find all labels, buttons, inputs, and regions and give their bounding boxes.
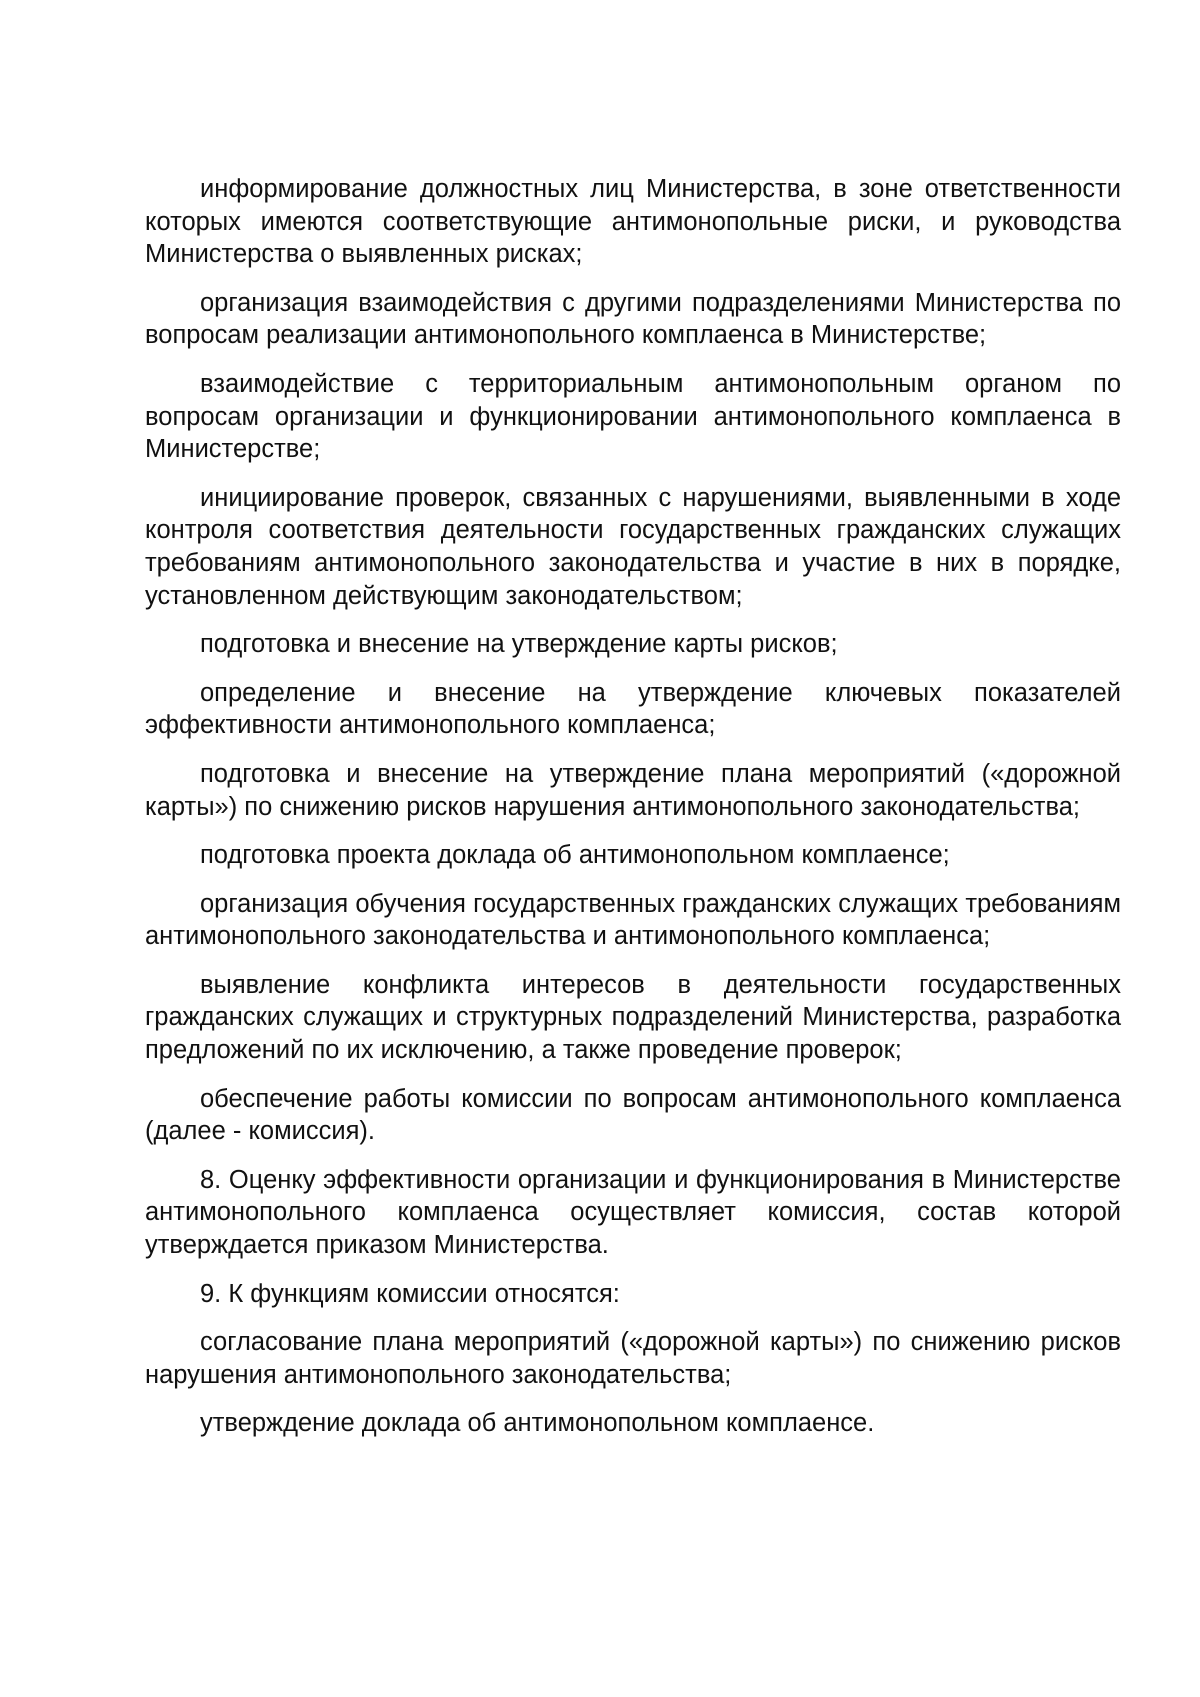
numbered-paragraph: 8. Оценку эффективности организации и функционирования в Министерстве антимонопольного комплаенса осуществляет комиссия, состав которой утверждается приказом Министерства. [145, 1165, 1121, 1260]
paragraph: подготовка проекта доклада об антимонопольном комплаенсе; [200, 841, 950, 870]
paragraph: инициирование проверок, связанных с нарушениями, выявленными в ходе контроля соответствия деятельности государственных гражданских служащих требованиям антимонопольного законодательства и участие в них в порядке, установленном действующим законодательством; [145, 483, 1121, 610]
paragraph: информирование должностных лиц Министерства, в зоне ответственности которых имеются соответствующие антимонопольные риски, и руководства Министерства о выявленных рисках; [145, 175, 1121, 269]
paragraph: подготовка и внесение на утверждение плана мероприятий («дорожной карты») по снижению рисков нарушения антимонопольного законодательства; [145, 759, 1121, 821]
document-body [145, 173, 1121, 1456]
paragraph: согласование плана мероприятий («дорожной карты») по снижению рисков нарушения антимонопольного законодательства; [145, 1328, 1121, 1389]
paragraph: организация взаимодействия с другими подразделениями Министерства по вопросам реализации антимонопольного комплаенса в Министерстве; [145, 288, 1121, 350]
numbered-paragraph: 9. К функциям комиссии относятся: [200, 1279, 620, 1308]
paragraph: обеспечение работы комиссии по вопросам антимонопольного комплаенса (далее - комиссия). [145, 1084, 1121, 1146]
paragraph: взаимодействие с территориальным антимонопольным органом по вопросам организации и функционировании антимонопольного комплаенса в Министерстве; [145, 369, 1121, 464]
paragraph: организация обучения государственных гражданских служащих требованиям антимонопольного законодательства и антимонопольного комплаенса; [145, 889, 1121, 951]
paragraph: выявление конфликта интересов в деятельности государственных гражданских служащих и структурных подразделений Министерства, разработка предложений по их исключению, а также проведение проверок; [145, 970, 1121, 1065]
paragraph: определение и внесение на утверждение ключевых показателей эффективности антимонопольного комплаенса; [145, 678, 1121, 740]
paragraph: подготовка и внесение на утверждение карты рисков; [200, 630, 838, 659]
paragraph: утверждение доклада об антимонопольном комплаенсе. [200, 1409, 875, 1438]
